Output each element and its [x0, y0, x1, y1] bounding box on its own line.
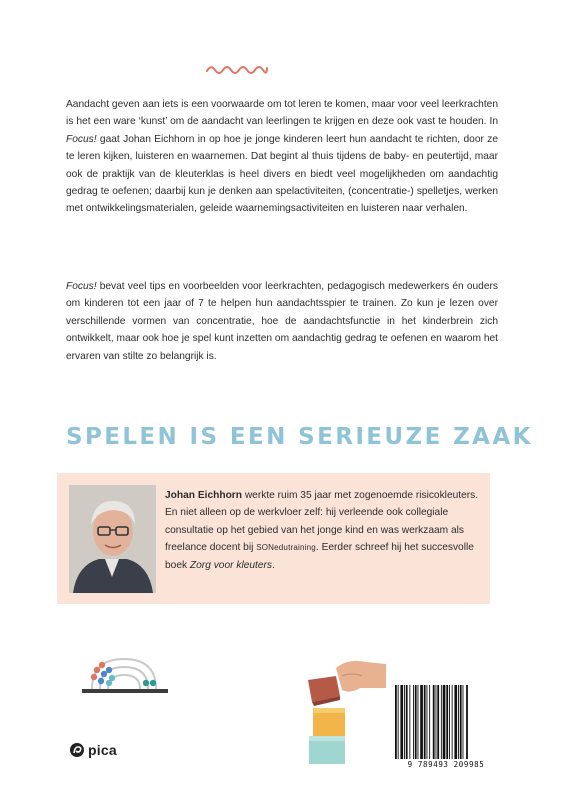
book-title-focus: Focus! [66, 281, 97, 292]
description-text: gaat Johan Eichhorn in op hoe je jonge kinderen leert hun aandacht te richten, door ze te leren kijken, luisteren en waarnemen. Dat begint al thuis tijdens de baby- en peutertijd, maar ook de praktijk van de kleuterklas is heel divers en biedt veel mogelijkheden om aandachtig gedrag te oefenen; daarbij kun je denken aan spelactiviteiten, (concentratie-) spelletjes, werken met ontwikkelingsmaterialen, geleide waarnemingsactiviteiten en luisteren naar verhalen. [66, 133, 498, 215]
pica-logo-icon [69, 742, 85, 758]
author-bio-text: . [272, 559, 275, 571]
book-title-focus: Focus! [66, 133, 97, 145]
description-text: bevat veel tips en voorbeelden voor leerkrachten, pedagogisch medewerkers én ouders om kinderen tot een jaar of 7 te helpen hun aandachtsspier te trainen. Zo kun je lezen over verschillende vormen van concentratie, hoe de aandachtsfunctie in het kinderbrein zich ontwikkelt, maar ook hoe je spel kunt inzetten om aandachtig gedrag te oefenen en waarom het ervaren van stilte zo belangrijk is. [66, 281, 498, 362]
slogan-heading: SPELEN IS EEN SERIEUZE ZAAK [66, 424, 533, 450]
description-text: Aandacht geven aan iets is een voorwaarde om tot leren te komen, maar voor veel leerkrachten is het een ware ‘kunst’ om de aandacht van leerlingen te krijgen en deze ook vast te houden. In [66, 99, 498, 128]
author-box [57, 473, 490, 604]
isbn-barcode [391, 683, 499, 771]
author-bio-text: . Eerder schreef hij het succesvolle boek [165, 542, 474, 571]
isbn-number: 9 789493 209985 [407, 760, 485, 769]
publisher-logo [69, 742, 117, 758]
rainbow-abacus-icon [78, 653, 170, 695]
author-bio-text: werkte ruim 35 jaar met zogenoemde risicokleuters. En niet alleen op de werkvloer zelf: hij verleende ook collegiale consultatie op het gebied van het jonge kind en was werkzaam als freelance docent bij [165, 490, 479, 554]
author-portrait-icon [69, 485, 156, 593]
description-paragraph-2 [66, 278, 498, 365]
training-brand: SONedutraining [256, 543, 316, 553]
previous-book-title: Zorg voor kleuters [189, 559, 273, 571]
hand-with-blocks-icon [296, 654, 386, 766]
author-bio [165, 487, 483, 574]
author-name: Johan Eichhorn [165, 490, 242, 501]
author-photo [69, 485, 156, 593]
decorative-wave-icon [205, 62, 269, 76]
publisher-name: pica [88, 742, 117, 758]
description-paragraph-1 [66, 96, 498, 218]
